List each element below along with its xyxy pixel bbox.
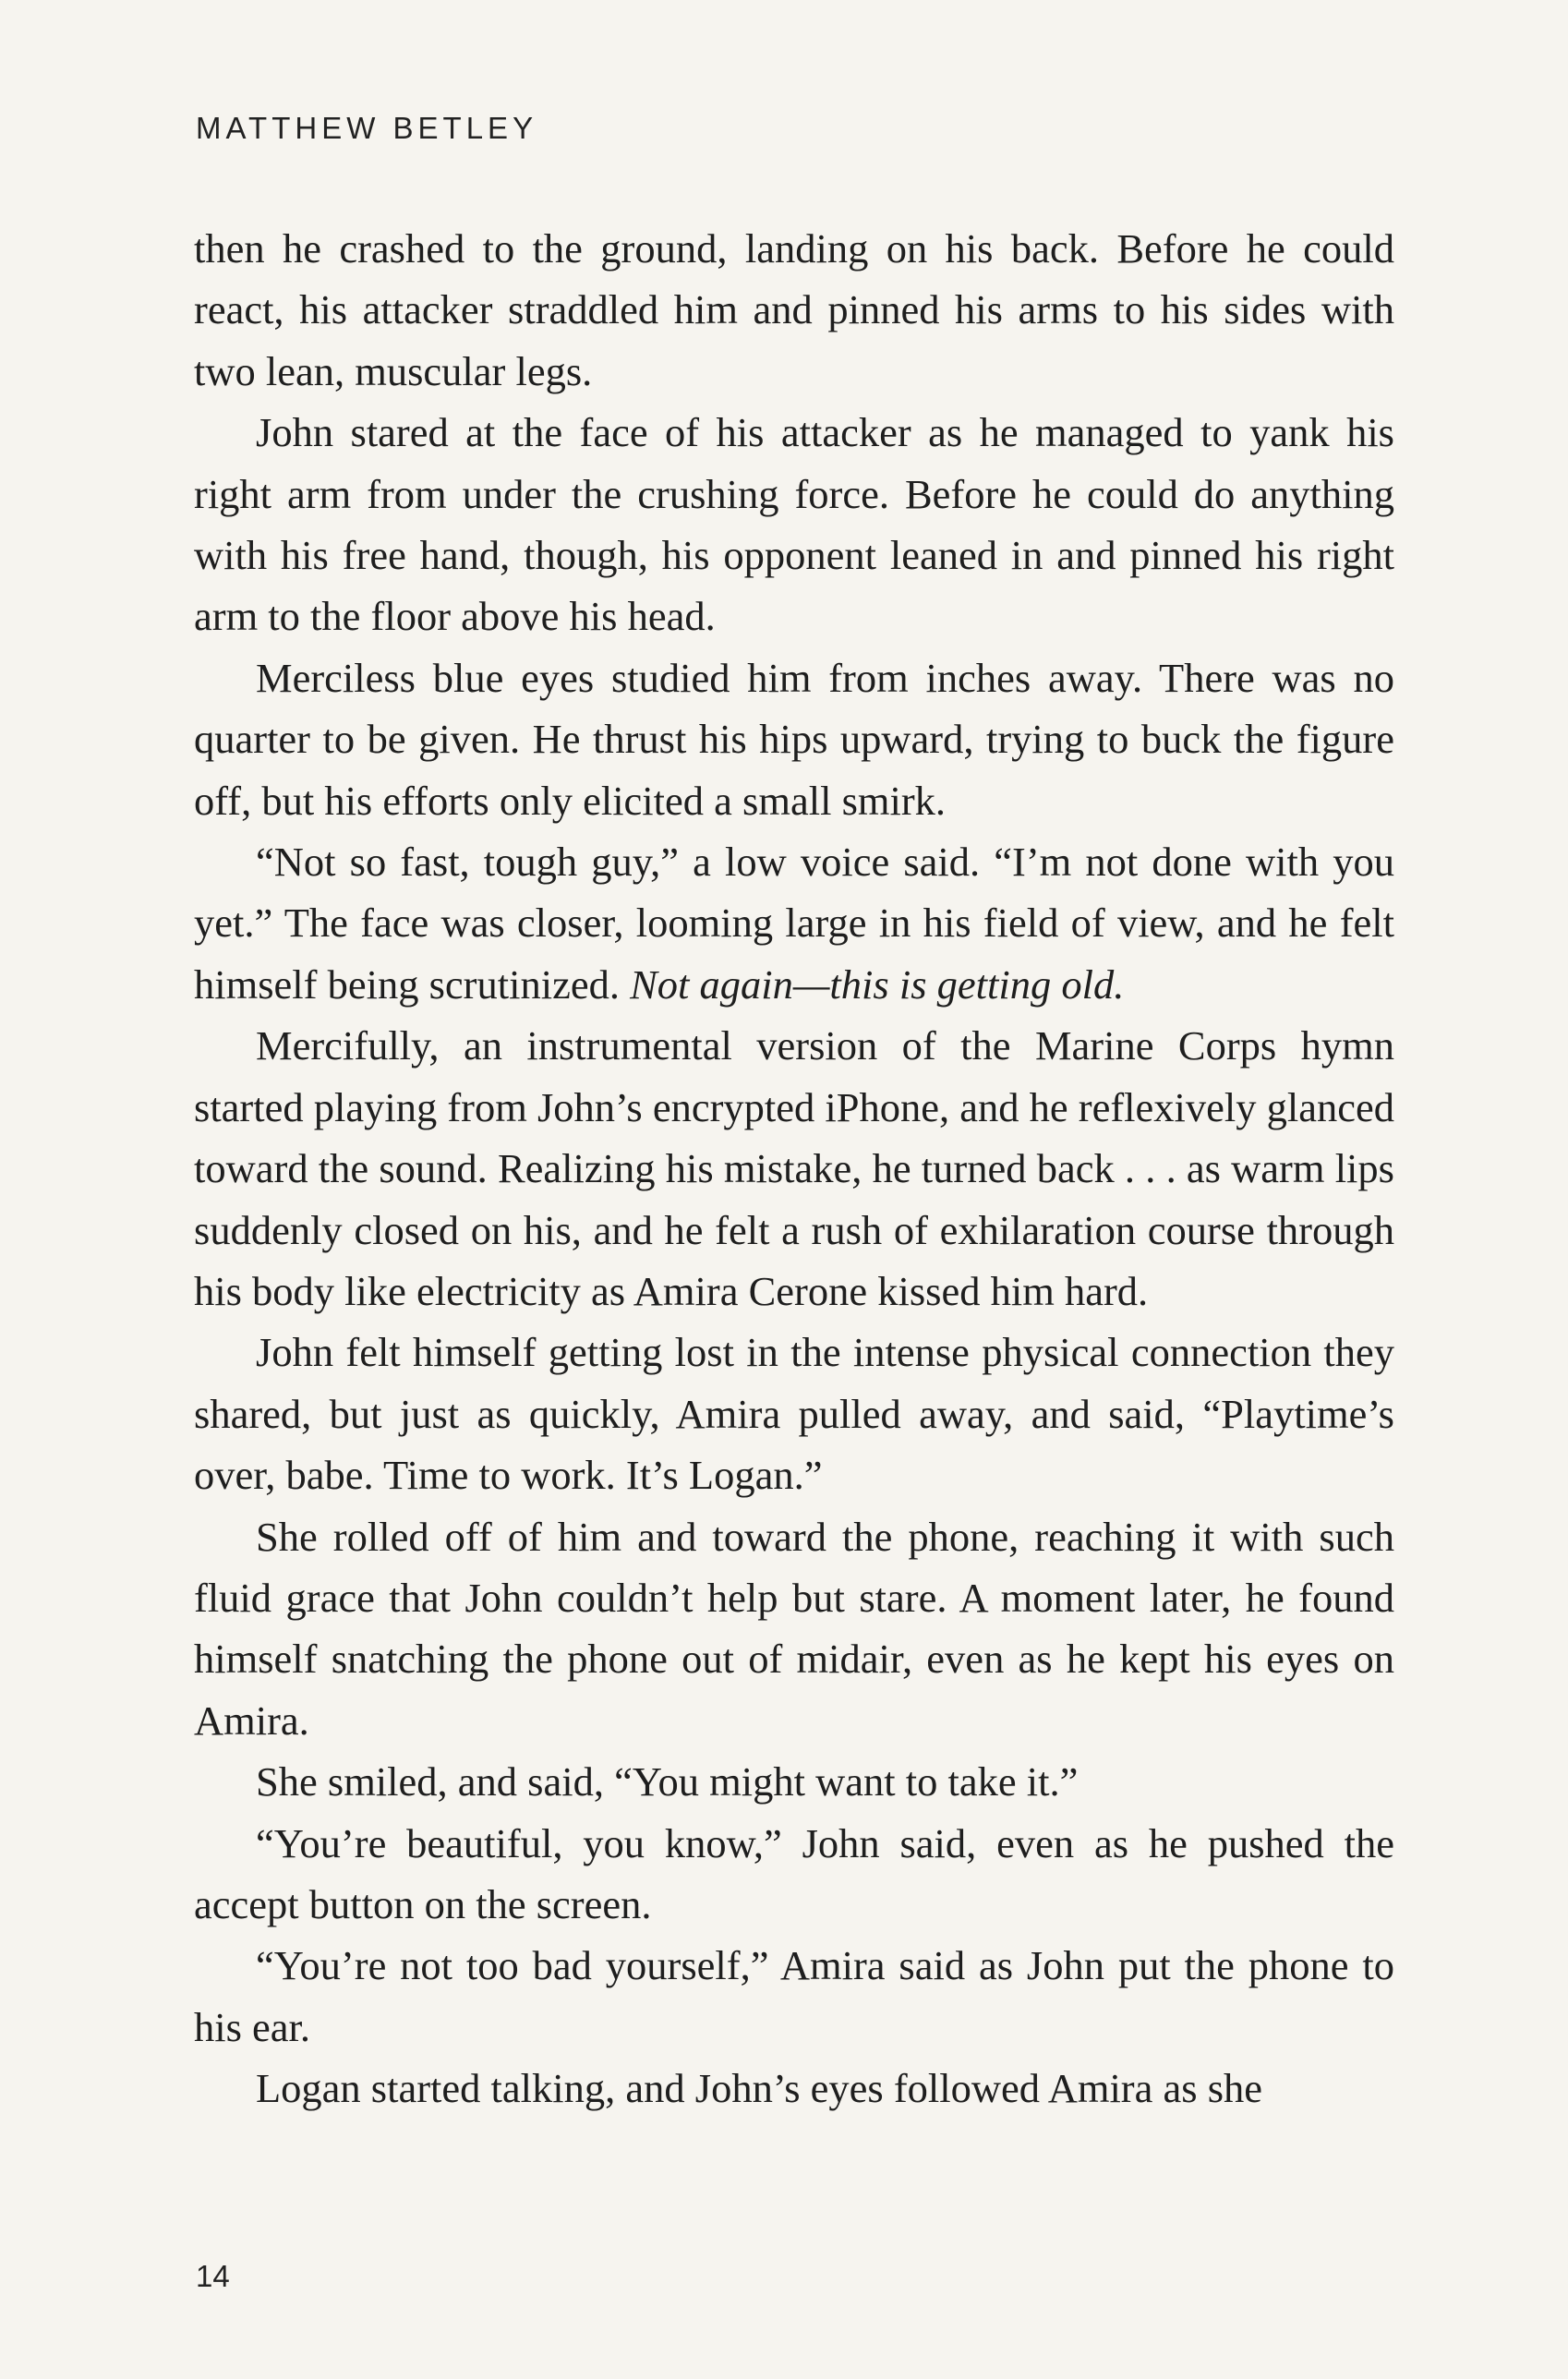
paragraph-4 [194, 831, 1394, 1015]
paragraph-5 [194, 1015, 1394, 1322]
paragraph-5-text: Mercifully, an instrumental version of the Marine Corps hymn started playing from John’s encrypted iPhone, and he reflexively glanced toward the sound. Realizing his mistake, he turned back . . . as warm lips suddenly closed on his, and he felt a rush of exhilaration course through his body like electricity as Amira Cerone kissed him hard. [194, 1022, 1394, 1314]
paragraph-7 [194, 1506, 1394, 1752]
paragraph-1 [194, 218, 1394, 402]
paragraph-7-text: She rolled off of him and toward the phone, reaching it with such fluid grace that John couldn’t help but stare. A moment later, he found himself snatching the phone out of midair, even as he kept his eyes on Amira. [194, 1513, 1394, 1744]
paragraph-11-text: Logan started talking, and John’s eyes followed Amira as she [256, 2065, 1263, 2112]
paragraph-9 [194, 1813, 1394, 1936]
body-text [194, 218, 1394, 2119]
paragraph-2 [194, 402, 1394, 647]
paragraph-6 [194, 1322, 1394, 1505]
paragraph-9-text: “You’re beautiful, you know,” John said, even as he pushed the accept button on the screen. [194, 1819, 1394, 1927]
page-number: 14 [196, 2259, 230, 2293]
running-head: MATTHEW BETLEY [196, 111, 538, 145]
paragraph-8-text: She smiled, and said, “You might want to take it.” [256, 1758, 1079, 1805]
paragraph-3 [194, 647, 1394, 831]
paragraph-10 [194, 1935, 1394, 2058]
paragraph-4-italic: Not again—this is getting old. [630, 960, 1125, 1008]
paragraph-6-text: John felt himself getting lost in the intense physical connection they shared, but just as quickly, Amira pulled away, and said, “Playtime’s over, babe. Time to work. It’s Logan.” [194, 1329, 1394, 1499]
paragraph-1-text: then he crashed to the ground, landing on his back. Before he could react, his attacker straddled him and pinned his arms to his sides with two lean, muscular legs. [194, 225, 1394, 394]
paragraph-11 [194, 2058, 1394, 2119]
paragraph-10-text: “You’re not too bad yourself,” Amira said as John put the phone to his ear. [194, 1942, 1394, 2050]
paragraph-8 [194, 1751, 1394, 1812]
paragraph-2-text: John stared at the face of his attacker as he managed to yank his right arm from under the crushing force. Before he could do anything with his free hand, though, his opponent leaned in and pinned his right arm to the floor above his head. [194, 409, 1394, 640]
paragraph-4-text: “Not so fast, tough guy,” a low voice said. “I’m not done with you yet.” The face was closer, looming large in his field of view, and he felt himself being scrutinized. [194, 839, 1394, 1008]
paragraph-3-text: Merciless blue eyes studied him from inches away. There was no quarter to be given. He thrust his hips upward, trying to buck the figure off, but his efforts only elicited a small smirk. [194, 654, 1394, 824]
